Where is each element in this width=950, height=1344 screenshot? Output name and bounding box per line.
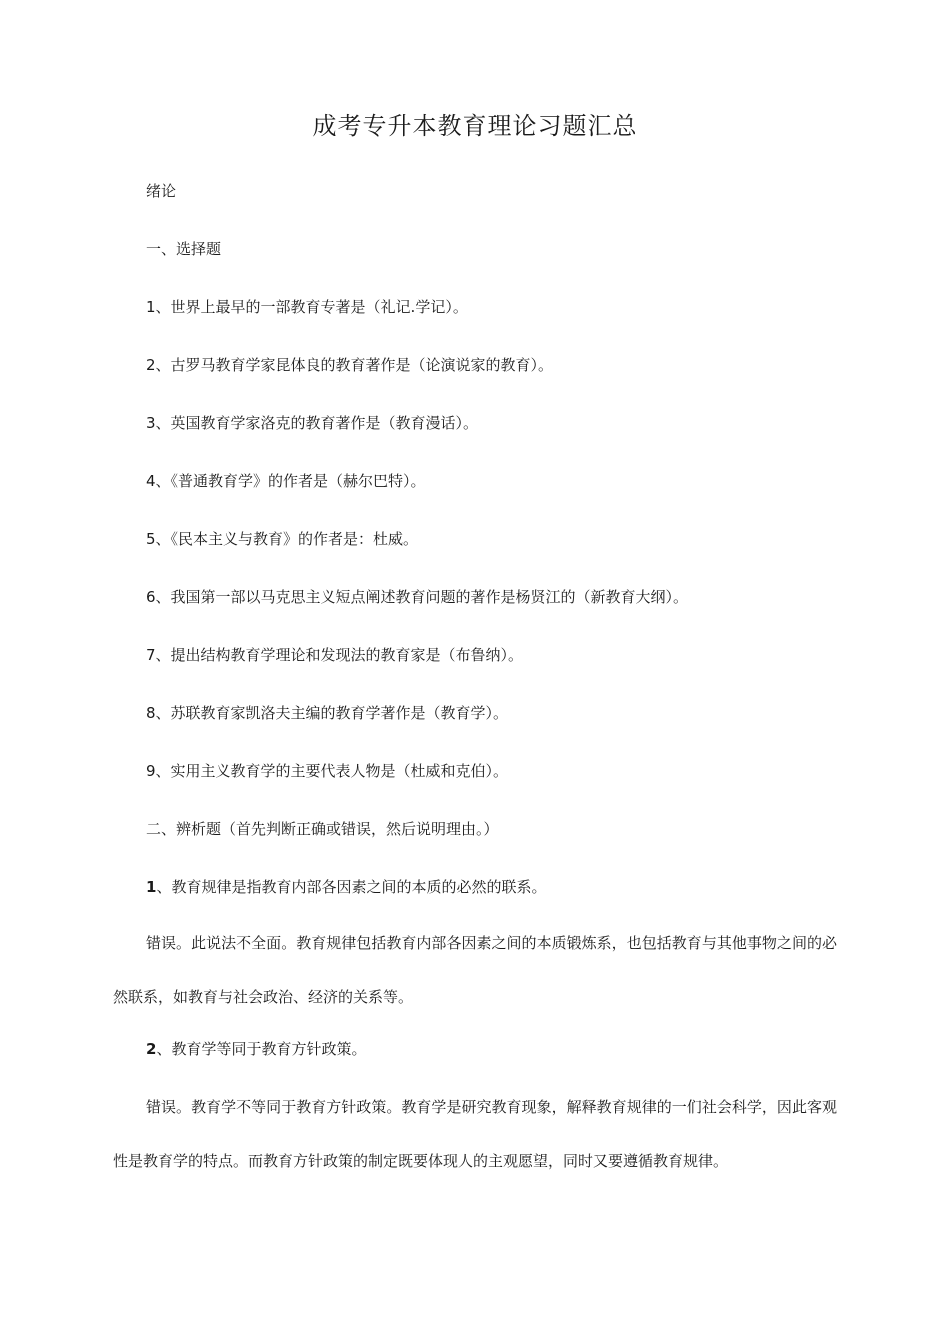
question-text: 、教育规律是指教育内部各因素之间的本质的必然的联系。 bbox=[156, 878, 547, 896]
part1-heading: 一、选择题 bbox=[146, 240, 222, 258]
discussion-question bbox=[146, 876, 546, 898]
question-number: 6 bbox=[146, 588, 156, 606]
question-item bbox=[146, 470, 426, 492]
question-number: 2 bbox=[146, 1040, 157, 1058]
question-number: 8 bbox=[146, 704, 156, 722]
discussion-question bbox=[146, 1038, 366, 1060]
discussion-answer: 错误。此说法不全面。教育规律包括教育内部各因素之间的本质锻炼系，也包括教育与其他事物之间的必然联系，如教育与社会政治、经济的关系等。 bbox=[113, 934, 837, 1006]
question-text: 、《民本主义与教育》的作者是：杜威。 bbox=[155, 530, 419, 548]
question-item bbox=[146, 760, 508, 782]
question-text: 、世界上最早的一部教育专著是（礼记.学记）。 bbox=[155, 298, 468, 316]
question-number: 1 bbox=[146, 298, 156, 316]
question-text: 、英国教育学家洛克的教育著作是（教育漫话）。 bbox=[155, 414, 479, 432]
question-item bbox=[146, 354, 553, 376]
question-number: 4 bbox=[146, 472, 156, 490]
question-text: 、《普通教育学》的作者是（赫尔巴特）。 bbox=[155, 472, 426, 490]
document-title: 成考专升本教育理论习题汇总 bbox=[312, 112, 638, 140]
question-number: 9 bbox=[146, 762, 156, 780]
question-item bbox=[146, 644, 523, 666]
part2-heading: 二、辨析题（首先判断正确或错误，然后说明理由。） bbox=[146, 820, 499, 838]
question-text: 、我国第一部以马克思主义短点阐述教育问题的著作是杨贤江的（新教育大纲）。 bbox=[155, 588, 689, 606]
question-number: 1 bbox=[146, 878, 157, 896]
question-number: 7 bbox=[146, 646, 156, 664]
question-item bbox=[146, 586, 688, 608]
question-item bbox=[146, 528, 418, 550]
question-item bbox=[146, 296, 468, 318]
question-number: 2 bbox=[146, 356, 156, 374]
question-number: 3 bbox=[146, 414, 156, 432]
question-number: 5 bbox=[146, 530, 156, 548]
question-item bbox=[146, 702, 508, 724]
discussion-answer: 错误。教育学不等同于教育方针政策。教育学是研究教育现象，解释教育规律的一们社会科学，因此客观性是教育学的特点。而教育方针政策的制定既要体现人的主观愿望，同时又要遵循教育规律。 bbox=[113, 1098, 837, 1170]
question-text: 、提出结构教育学理论和发现法的教育家是（布鲁纳）。 bbox=[155, 646, 524, 664]
question-text: 、实用主义教育学的主要代表人物是（杜威和克伯）。 bbox=[155, 762, 509, 780]
question-item bbox=[146, 412, 478, 434]
question-text: 、教育学等同于教育方针政策。 bbox=[156, 1040, 367, 1058]
question-text: 、古罗马教育学家昆体良的教育著作是（论演说家的教育）。 bbox=[155, 356, 554, 374]
question-text: 、苏联教育家凯洛夫主编的教育学著作是（教育学）。 bbox=[155, 704, 509, 722]
section-intro-heading: 绪论 bbox=[146, 182, 177, 200]
